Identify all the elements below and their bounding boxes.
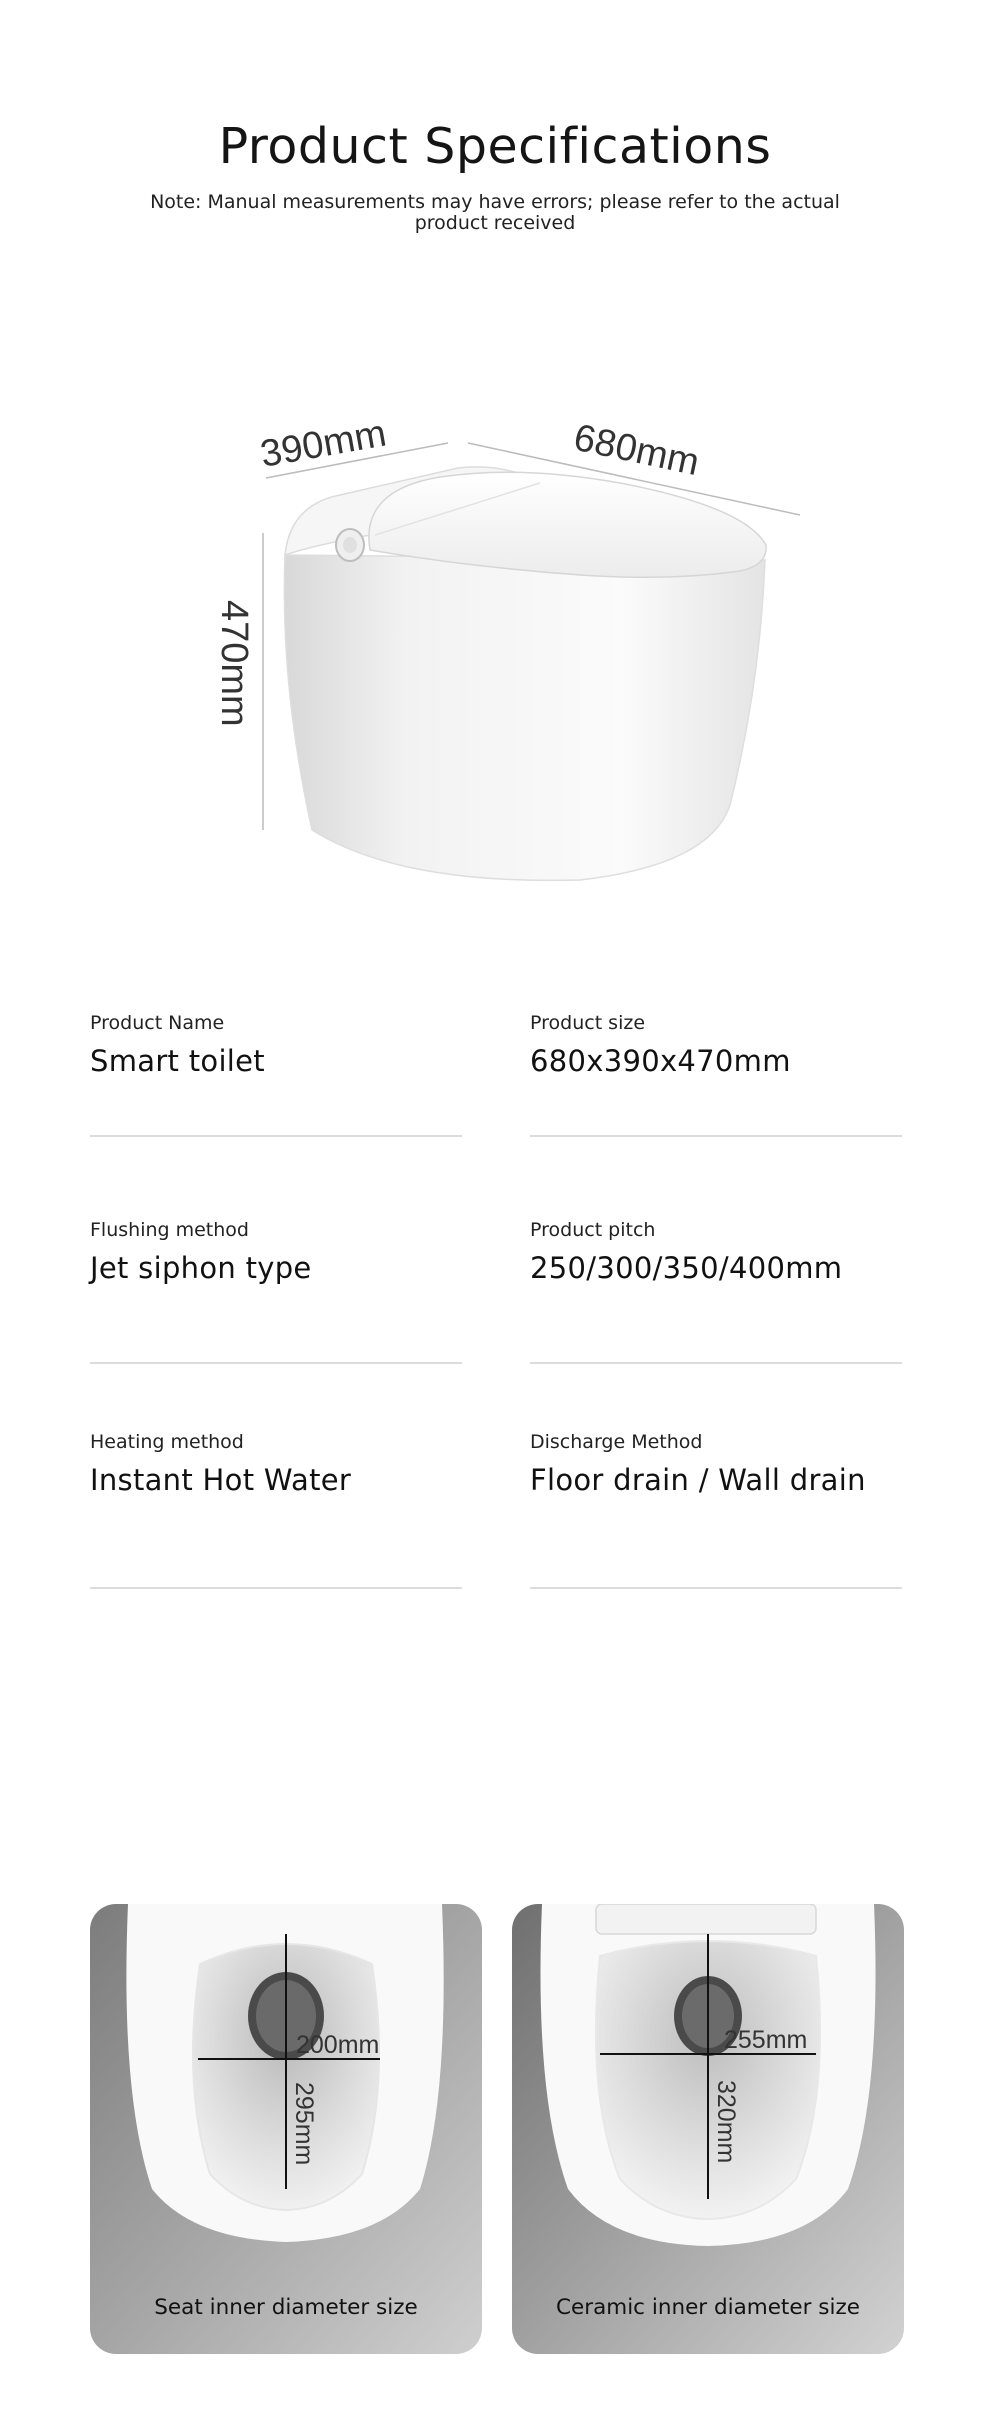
spec-heating-method: [90, 1431, 462, 1497]
hero-width-label: 390mm: [257, 412, 390, 476]
spec-value: Instant Hot Water: [90, 1463, 352, 1497]
toilet-illustration: [200, 385, 800, 905]
seat-diameter-photo: [90, 1904, 482, 2354]
divider: [90, 1587, 462, 1589]
divider: [90, 1135, 462, 1137]
spec-value: 680x390x470mm: [530, 1044, 791, 1078]
hero-length-label: 680mm: [570, 416, 703, 485]
divider: [530, 1135, 902, 1137]
ceramic-diameter-caption: Ceramic inner diameter size: [556, 2295, 860, 2320]
spec-product-pitch: [530, 1219, 902, 1285]
spec-discharge-method: [530, 1431, 902, 1497]
spec-flushing-method: [90, 1219, 462, 1285]
spec-label: Product Name: [90, 1012, 225, 1034]
spec-label: Product size: [530, 1012, 646, 1034]
page-title: Product Specifications: [218, 118, 772, 175]
spec-label: Product pitch: [530, 1219, 656, 1241]
ceramic-width-label: 255mm: [724, 2026, 808, 2054]
measurement-note: Note: Manual measurements may have errors; please refer to the actual product received: [150, 191, 840, 234]
ceramic-diameter-card: [512, 1904, 904, 2354]
spec-value: Floor drain / Wall drain: [530, 1463, 866, 1497]
spec-label: Flushing method: [90, 1219, 249, 1241]
spec-product-size: [530, 1012, 902, 1078]
seat-depth-label: 295mm: [290, 2082, 318, 2166]
spec-value: Smart toilet: [90, 1044, 265, 1078]
seat-width-label: 200mm: [296, 2031, 380, 2059]
divider: [90, 1362, 462, 1364]
ceramic-depth-label: 320mm: [712, 2080, 740, 2164]
spec-product-name: [90, 1012, 462, 1078]
seat-diameter-card: [90, 1904, 482, 2354]
spec-label: Heating method: [90, 1431, 244, 1453]
divider: [530, 1587, 902, 1589]
spec-value: 250/300/350/400mm: [530, 1251, 843, 1285]
spec-label: Discharge Method: [530, 1431, 703, 1453]
hero-height-label: 470mm: [213, 600, 255, 727]
divider: [530, 1362, 902, 1364]
seat-diameter-caption: Seat inner diameter size: [154, 2295, 418, 2320]
spec-value: Jet siphon type: [90, 1251, 312, 1285]
ceramic-diameter-photo: [512, 1904, 904, 2354]
